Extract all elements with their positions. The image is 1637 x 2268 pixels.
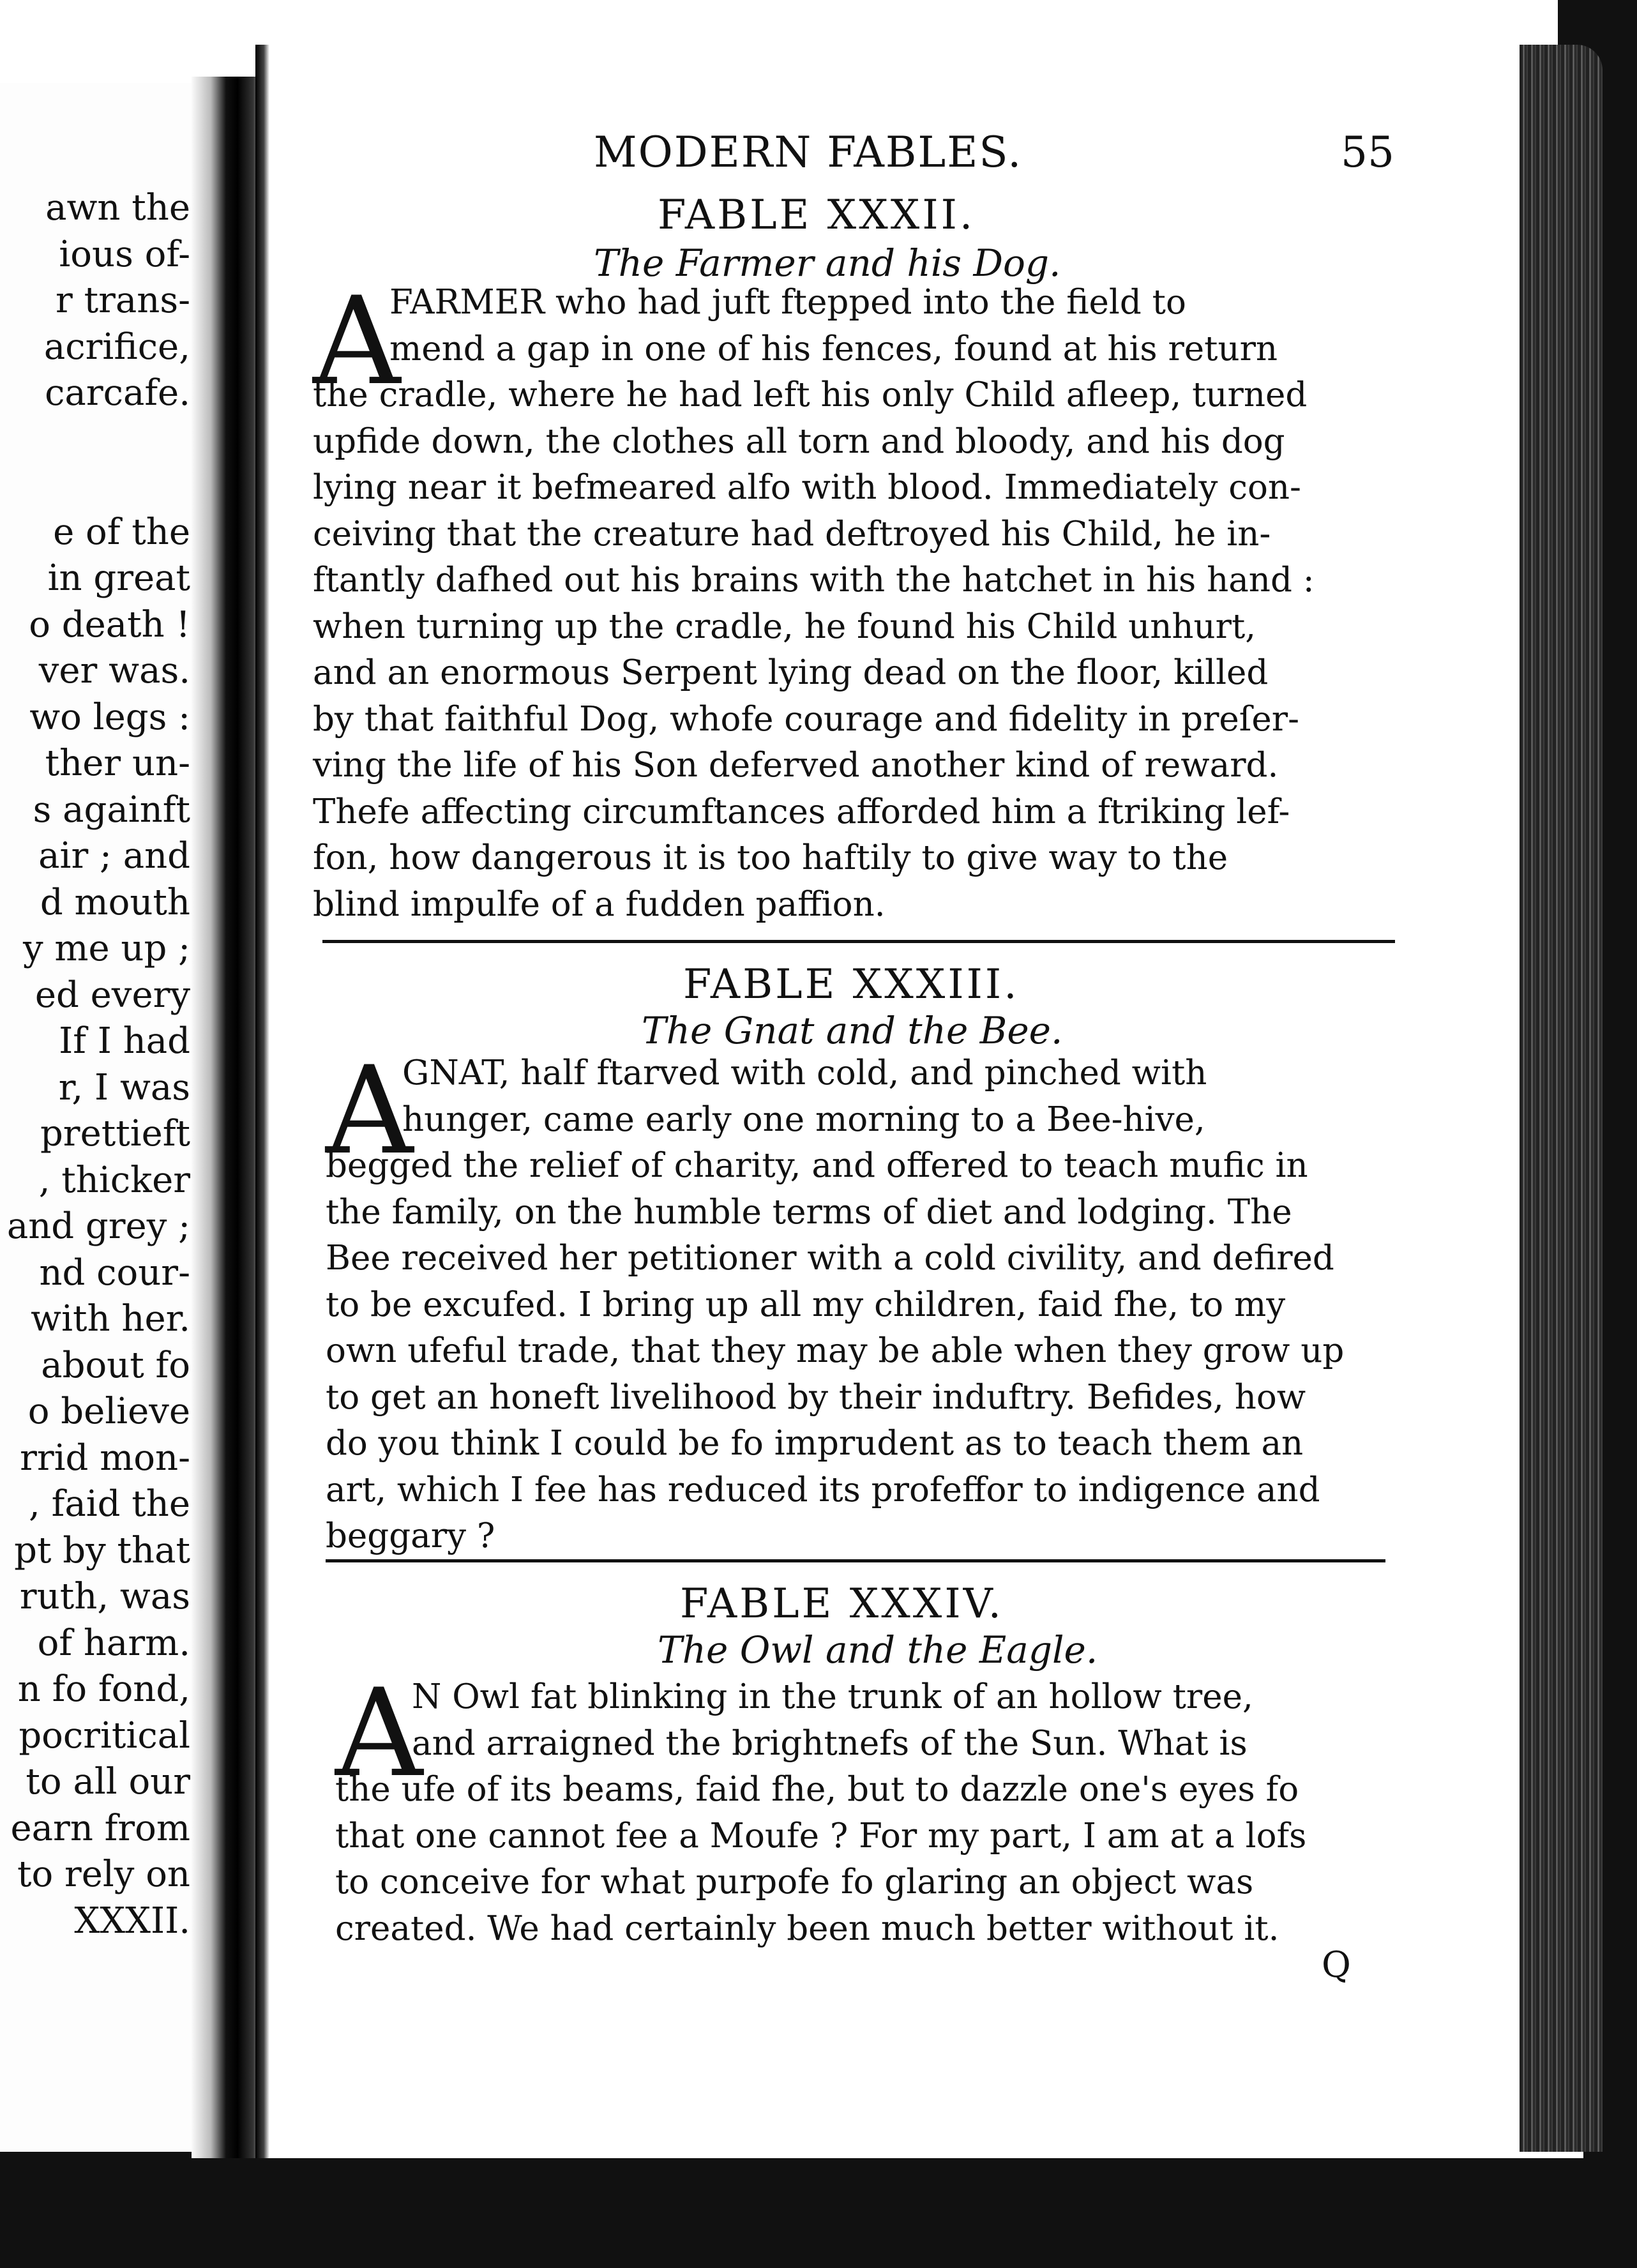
left-page-line: acrifice, [43, 326, 190, 368]
fable-text-line: to conceive for what purpofe fo glaring an object was [335, 1863, 1254, 1901]
fable-text-line: created. We had certainly been much better without it. [335, 1909, 1279, 1948]
fable-text-line: FARMER who had juft ftepped into the field to [389, 283, 1186, 322]
fable-32-title: FABLE XXXII. [658, 192, 976, 239]
left-page-line: n fo fond, [17, 1668, 190, 1710]
left-page-line: XXXII. [74, 1900, 190, 1942]
left-page-line: nd cour- [39, 1251, 190, 1294]
left-page-line: about fo [41, 1344, 190, 1386]
fable-text-line: ceiving that the creature had deftroyed his Child, he in- [313, 514, 1271, 554]
fable-text-line: ftantly dafhed out his brains with the hatchet in his hand : [313, 561, 1315, 600]
fable-text-line: art, which I fee has reduced its profeffor to indigence and [326, 1470, 1320, 1509]
fable-text-line: hunger, came early one morning to a Bee-hive, [402, 1100, 1205, 1139]
left-page-line: y me up ; [22, 928, 190, 969]
fable-text-line: begged the relief of charity, and offered to teach mufic in [326, 1146, 1308, 1185]
fable-text-line: by that faithful Dog, whofe courage and fidelity in preſer- [313, 699, 1300, 739]
fable-text-line: blind impulfe of a fudden paffion. [313, 884, 886, 924]
fable-34-drop-cap: A [335, 1663, 423, 1804]
left-page-line: air ; and [38, 835, 190, 877]
left-page-line: rrid mon- [20, 1437, 190, 1479]
left-page-line: o believe [27, 1391, 190, 1432]
left-page-line: pocritical [19, 1714, 190, 1757]
left-page-line: wo legs : [29, 696, 190, 738]
fable-text-line: beggary ? [326, 1516, 495, 1555]
left-page-line: ruth, was [19, 1576, 190, 1617]
fable-34-subtitle: The Owl and the Eagle. [658, 1628, 1098, 1672]
left-page-line: , thicker [38, 1159, 190, 1201]
left-page-line: awn the [45, 187, 190, 229]
fable-text-line: the family, on the humble terms of diet and lodging. The [326, 1192, 1292, 1232]
left-page-text [0, 185, 190, 1944]
page-number: 55 [1341, 128, 1394, 177]
fable-text-line: Thefe affecting circumftances afforded him a ftriking lef- [313, 792, 1290, 831]
left-page-line: earn from [10, 1807, 190, 1849]
fable-33-subtitle: The Gnat and the Bee. [642, 1009, 1063, 1052]
fable-text-line: and arraigned the brightnefs of the Sun. What is [412, 1723, 1248, 1763]
left-page-line: to rely on [17, 1854, 190, 1895]
left-page-line: ther un- [45, 743, 190, 784]
fable-text-line: the ufe of its beams, faid fhe, but to dazzle one's eyes fo [335, 1770, 1299, 1809]
fable-text-line: and an enormous Serpent lying dead on the floor, killed [313, 653, 1269, 692]
left-page-line: r trans- [56, 280, 190, 321]
left-page-line: pt by that [14, 1529, 190, 1571]
fable-text-line: N Owl fat blinking in the trunk of an hollow tree, [412, 1677, 1253, 1716]
fable-33-drop-cap: A [326, 1040, 414, 1181]
left-page-line: ious of- [59, 233, 190, 275]
fable-text-line: when turning up the cradle, he found his Child unhurt, [313, 607, 1256, 646]
left-page-line: to all our [26, 1761, 190, 1803]
fable-text-line: mend a gap in one of his fences, found at his return [389, 329, 1278, 368]
fable-text-line: to get an honeft livelihood by their induftry. Befides, how [326, 1377, 1306, 1417]
left-page-line: prettieft [40, 1113, 190, 1154]
gutter-shadow [255, 45, 269, 2158]
left-page-line: in great [47, 557, 190, 599]
fable-text-line: upfide down, the clothes all torn and bloody, and his dog [313, 421, 1285, 461]
left-page-line: of harm. [37, 1622, 190, 1664]
scanner-background-bottom [0, 2152, 1637, 2268]
left-page-line: e of the [53, 511, 190, 553]
left-page-line [0, 417, 190, 464]
fable-text-line: lying near it befmeared alfo with blood. Immediately con- [313, 468, 1301, 507]
section-rule [326, 1559, 1385, 1562]
catchword: Q [1322, 1944, 1351, 1986]
fable-text-line: to be excufed. I bring up all my children, faid fhe, to my [326, 1285, 1286, 1324]
left-page-line: s againft [33, 789, 190, 831]
fable-text-line: ving the life of his Son deferved another kind of reward. [313, 746, 1279, 785]
fable-text-line: fon, how dangerous it is too haftily to give way to the [313, 838, 1228, 877]
fable-32-drop-cap: A [313, 271, 401, 412]
fable-33-text [326, 1040, 1345, 1560]
left-page-line: ed every [34, 974, 190, 1016]
left-page-line: , faid the [29, 1483, 190, 1525]
left-page-line: carcafe. [45, 372, 190, 414]
running-head: MODERN FABLES. [594, 128, 1023, 177]
left-page-line: r, I was [58, 1066, 190, 1108]
fable-33-title: FABLE XXXIII. [683, 961, 1020, 1008]
fable-34-title: FABLE XXXIV. [680, 1580, 1004, 1628]
section-rule [322, 940, 1395, 943]
fable-text-line: the cradle, where he had left his only Child afleep, turned [313, 375, 1308, 414]
fable-text-line: do you think I could be fo imprudent as to teach them an [326, 1424, 1304, 1463]
left-page-line: o death ! [29, 603, 190, 646]
fable-text-line: that one cannot fee a Moufe ? For my part, I am at a lofs [335, 1816, 1307, 1856]
left-page-line: ver was. [38, 650, 190, 692]
left-page-line: with her. [31, 1298, 190, 1340]
page-edges [1520, 45, 1603, 2152]
left-page-line: and grey ; [6, 1206, 190, 1247]
fable-text-line: Bee received her petitioner with a cold civility, and defired [326, 1239, 1334, 1278]
left-page-line: d mouth [40, 881, 190, 923]
fable-text-line: own ufeful trade, that they may be able when they grow up [326, 1331, 1345, 1370]
fable-32-text [313, 271, 1315, 928]
fable-34-text [335, 1663, 1307, 1952]
left-page-line: If I had [59, 1020, 190, 1062]
fable-32-subtitle: The Farmer and his Dog. [594, 241, 1061, 285]
left-page-line [0, 463, 190, 510]
fable-text-line: GNAT, half ftarved with cold, and pinched with [402, 1054, 1207, 1092]
